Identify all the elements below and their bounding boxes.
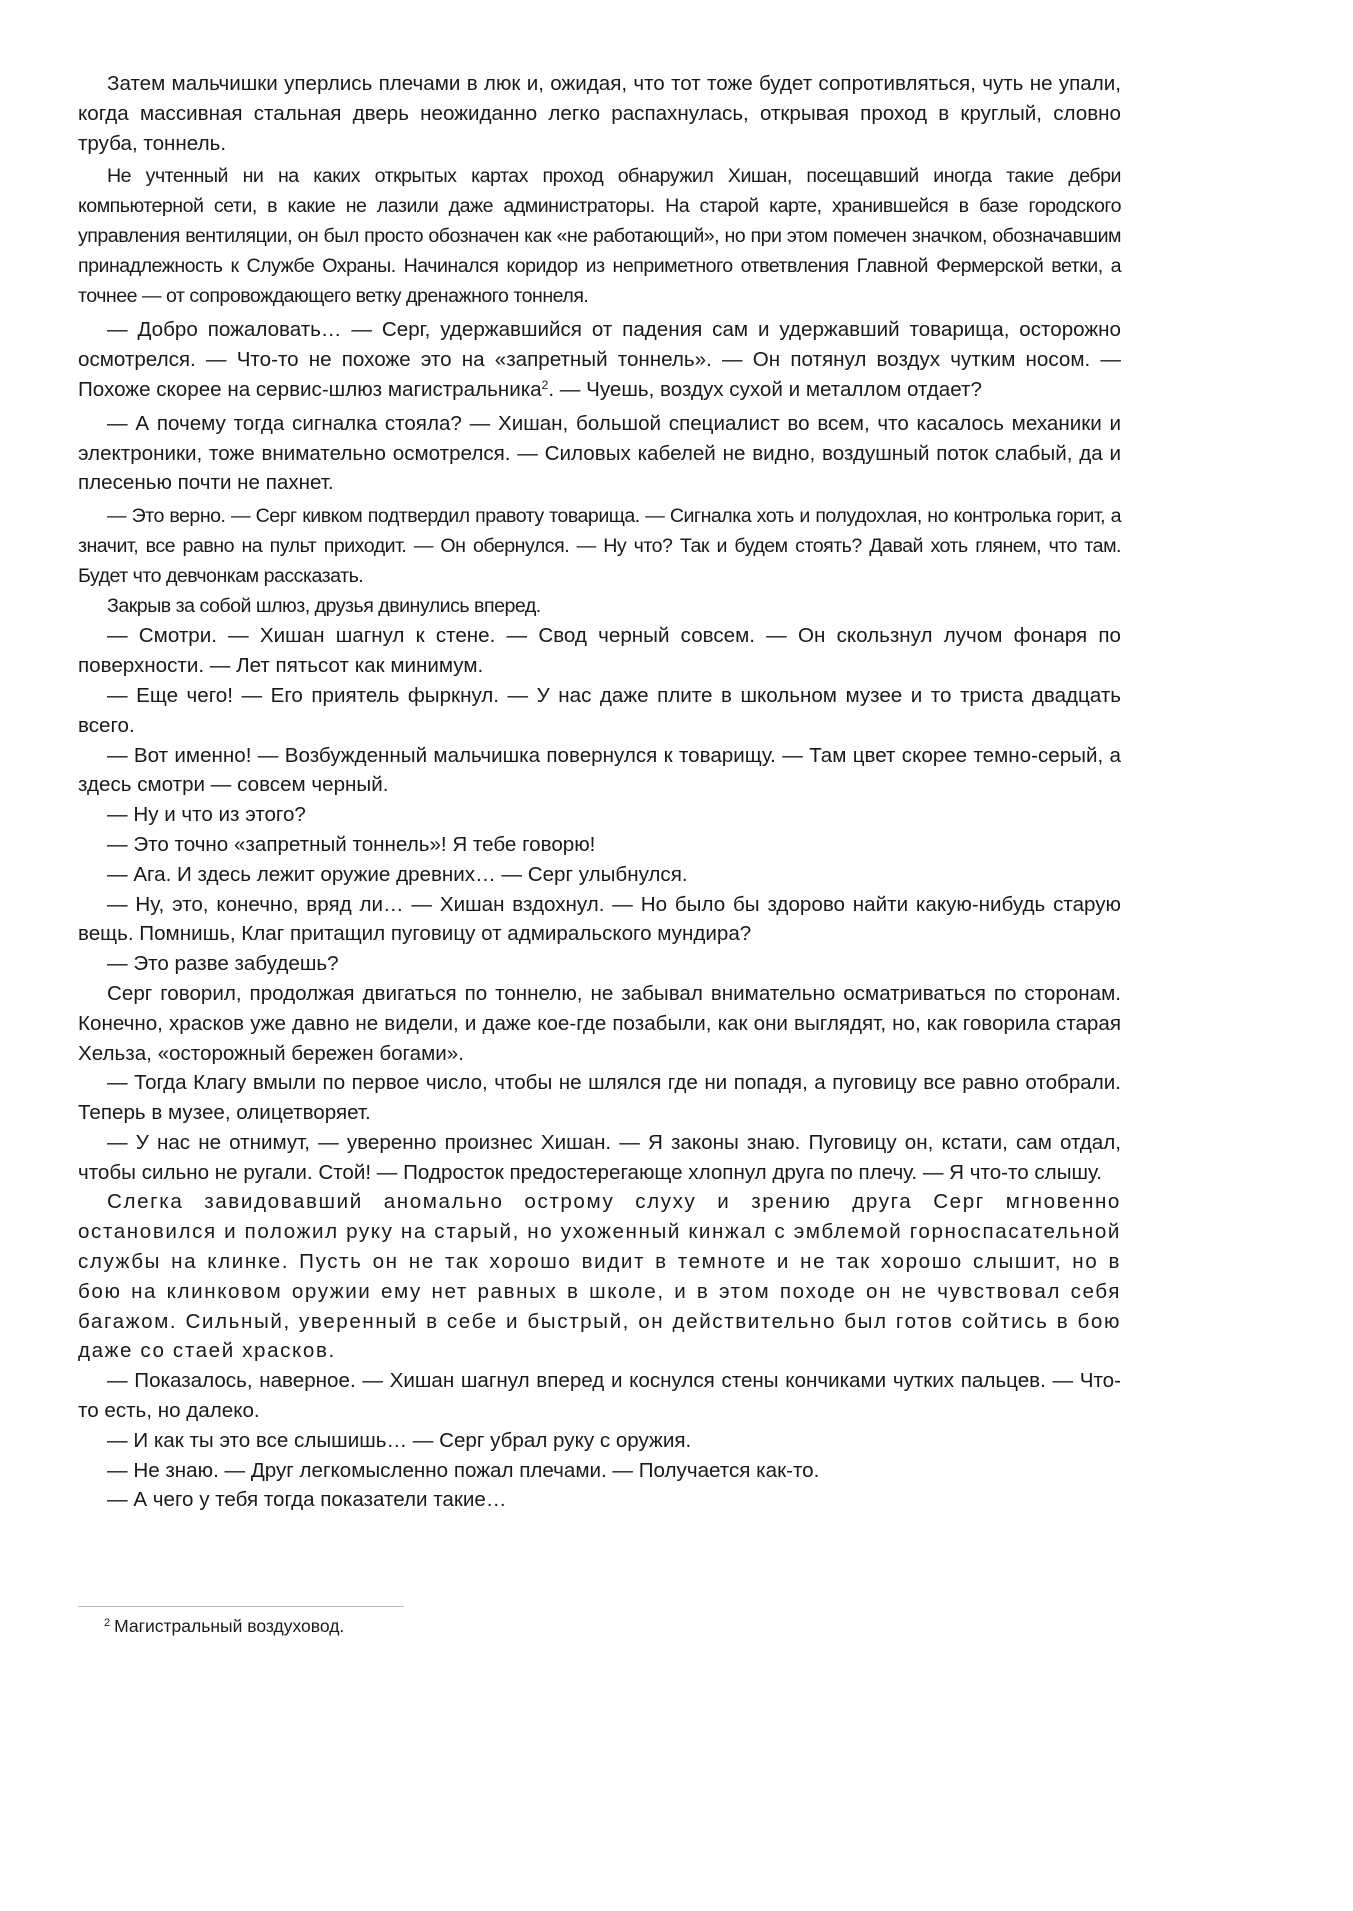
footnote-text: Магистральный воздуховод.: [114, 1616, 345, 1636]
paragraph: — Это верно. — Серг кивком подтвердил правоту товарища. — Сигналка хоть и полудохлая, но контролька горит, а значит, все равно на пульт приходит. — Он обернулся. — Ну что? Так и будем стоять? Давай хоть глянем, что там. Будет что девчонкам рассказать.: [78, 505, 1121, 587]
footnote-ref[interactable]: 2: [541, 377, 549, 392]
paragraph: — Это разве забудешь?: [107, 952, 339, 976]
paragraph: Затем мальчишки уперлись плечами в люк и, ожидая, что тот тоже будет сопротивляться, чуть не упали, когда массивная стальная дверь неожиданно легко распахнулась, открывая проход в круглый, словно труба, тоннель.: [78, 72, 1121, 155]
paragraph: — Смотри. — Хишан шагнул к стене. — Свод черный совсем. — Он скользнул лучом фонаря по поверхности. — Лет пятьсот как минимум.: [78, 624, 1121, 678]
paragraph: — Показалось, наверное. — Хишан шагнул вперед и коснулся стены кончиками чутких пальцев. — Что-то есть, но далеко.: [78, 1369, 1121, 1423]
paragraph: — Не знаю. — Друг легкомысленно пожал плечами. — Получается как-то.: [107, 1458, 820, 1482]
footnote-mark: 2: [104, 1617, 111, 1629]
paragraph: — Это точно «запретный тоннель»! Я тебе говорю!: [107, 832, 596, 856]
paragraph: — Еще чего! — Его приятель фыркнул. — У нас даже плите в школьном музее и то триста двадцать всего.: [78, 683, 1121, 737]
paragraph: — Тогда Клагу вмыли по первое число, чтобы не шлялся где ни попадя, а пуговицу все равно отобрали. Теперь в музее, олицетворяет.: [78, 1071, 1121, 1125]
paragraph: Закрыв за собой шлюз, друзья двинулись вперед.: [107, 594, 541, 617]
footnote-divider: [78, 1606, 404, 1607]
paragraph-text: — Добро пожаловать… — Серг, удержавшийся от падения сам и удержавший товарища, осторожно осмотрелся. — Что-то не похоже это на «запретный тоннель». — Он потянул воздух чутким носом. — Похоже скорее на сервис-шлюз магистральника: [78, 318, 1121, 401]
paragraph-text: . — Чуешь, воздух сухой и металлом отдает?: [548, 377, 982, 401]
paragraph: Не учтенный ни на каких открытых картах проход обнаружил Хишан, посещавший иногда такие дебри компьютерной сети, в какие не лазили даже администраторы. На старой карте, хранившейся в базе городского управления вентиляции, он был просто обозначен как «не работающий», но при этом помечен значком, обозначавшим принадлежность к Службе Охраны. Начинался коридор из неприметного ответвления Главной Фермерской ветки, а точнее — от сопровождающего ветку дренажного тоннеля.: [78, 165, 1121, 307]
paragraph: [78, 315, 1121, 404]
paragraph: — А чего у тебя тогда показатели такие…: [107, 1488, 507, 1512]
paragraph: — Ну и что из этого?: [107, 803, 306, 827]
paragraph: — Ну, это, конечно, вряд ли… — Хишан вздохнул. — Но было бы здорово найти какую-нибудь старую вещь. Помнишь, Клаг притащил пуговицу от адмиральского мундира?: [78, 892, 1121, 946]
footnote: [104, 1614, 344, 1638]
paragraph: Слегка завидовавший аномально острому слуху и зрению друга Серг мгновенно остановился и положил руку на старый, но ухоженный кинжал с эмблемой горноспасательной службы на клинке. Пусть он не так хорошо видит в темноте и не так хорошо слышит, но в бою на клинковом оружии ему нет равных в школе, и в этом походе он не чувствовал себя багажом. Сильный, уверенный в себе и быстрый, он действительно был готов сойтись в бою даже со стаей храсков.: [78, 1190, 1121, 1363]
paragraph: — У нас не отнимут, — уверенно произнес Хишан. — Я законы знаю. Пуговицу он, кстати, сам отдал, чтобы сильно не ругали. Стой! — Подросток предостерегающе хлопнул друга по плечу. — Я что-то слышу.: [78, 1130, 1121, 1184]
paragraph: Серг говорил, продолжая двигаться по тоннелю, не забывал внимательно осматриваться по сторонам. Конечно, храсков уже давно не видели, и даже кое-где позабыли, как они выглядят, но, как говорила старая Хельза, «осторожный бережен богами».: [78, 981, 1121, 1065]
paragraph: — Ага. И здесь лежит оружие древних… — Серг улыбнулся.: [107, 862, 688, 886]
paragraph: — А почему тогда сигналка стояла? — Хишан, большой специалист во всем, что касалось механики и электроники, тоже внимательно осмотрелся. — Силовых кабелей не видно, воздушный поток слабый, да и плесенью почти не пахнет.: [78, 411, 1121, 495]
paragraph: — И как ты это все слышишь… — Серг убрал руку с оружия.: [107, 1428, 692, 1452]
paragraph: — Вот именно! — Возбужденный мальчишка повернулся к товарищу. — Там цвет скорее темно-серый, а здесь смотри — совсем черный.: [78, 743, 1121, 797]
page-text: [78, 69, 1121, 1515]
